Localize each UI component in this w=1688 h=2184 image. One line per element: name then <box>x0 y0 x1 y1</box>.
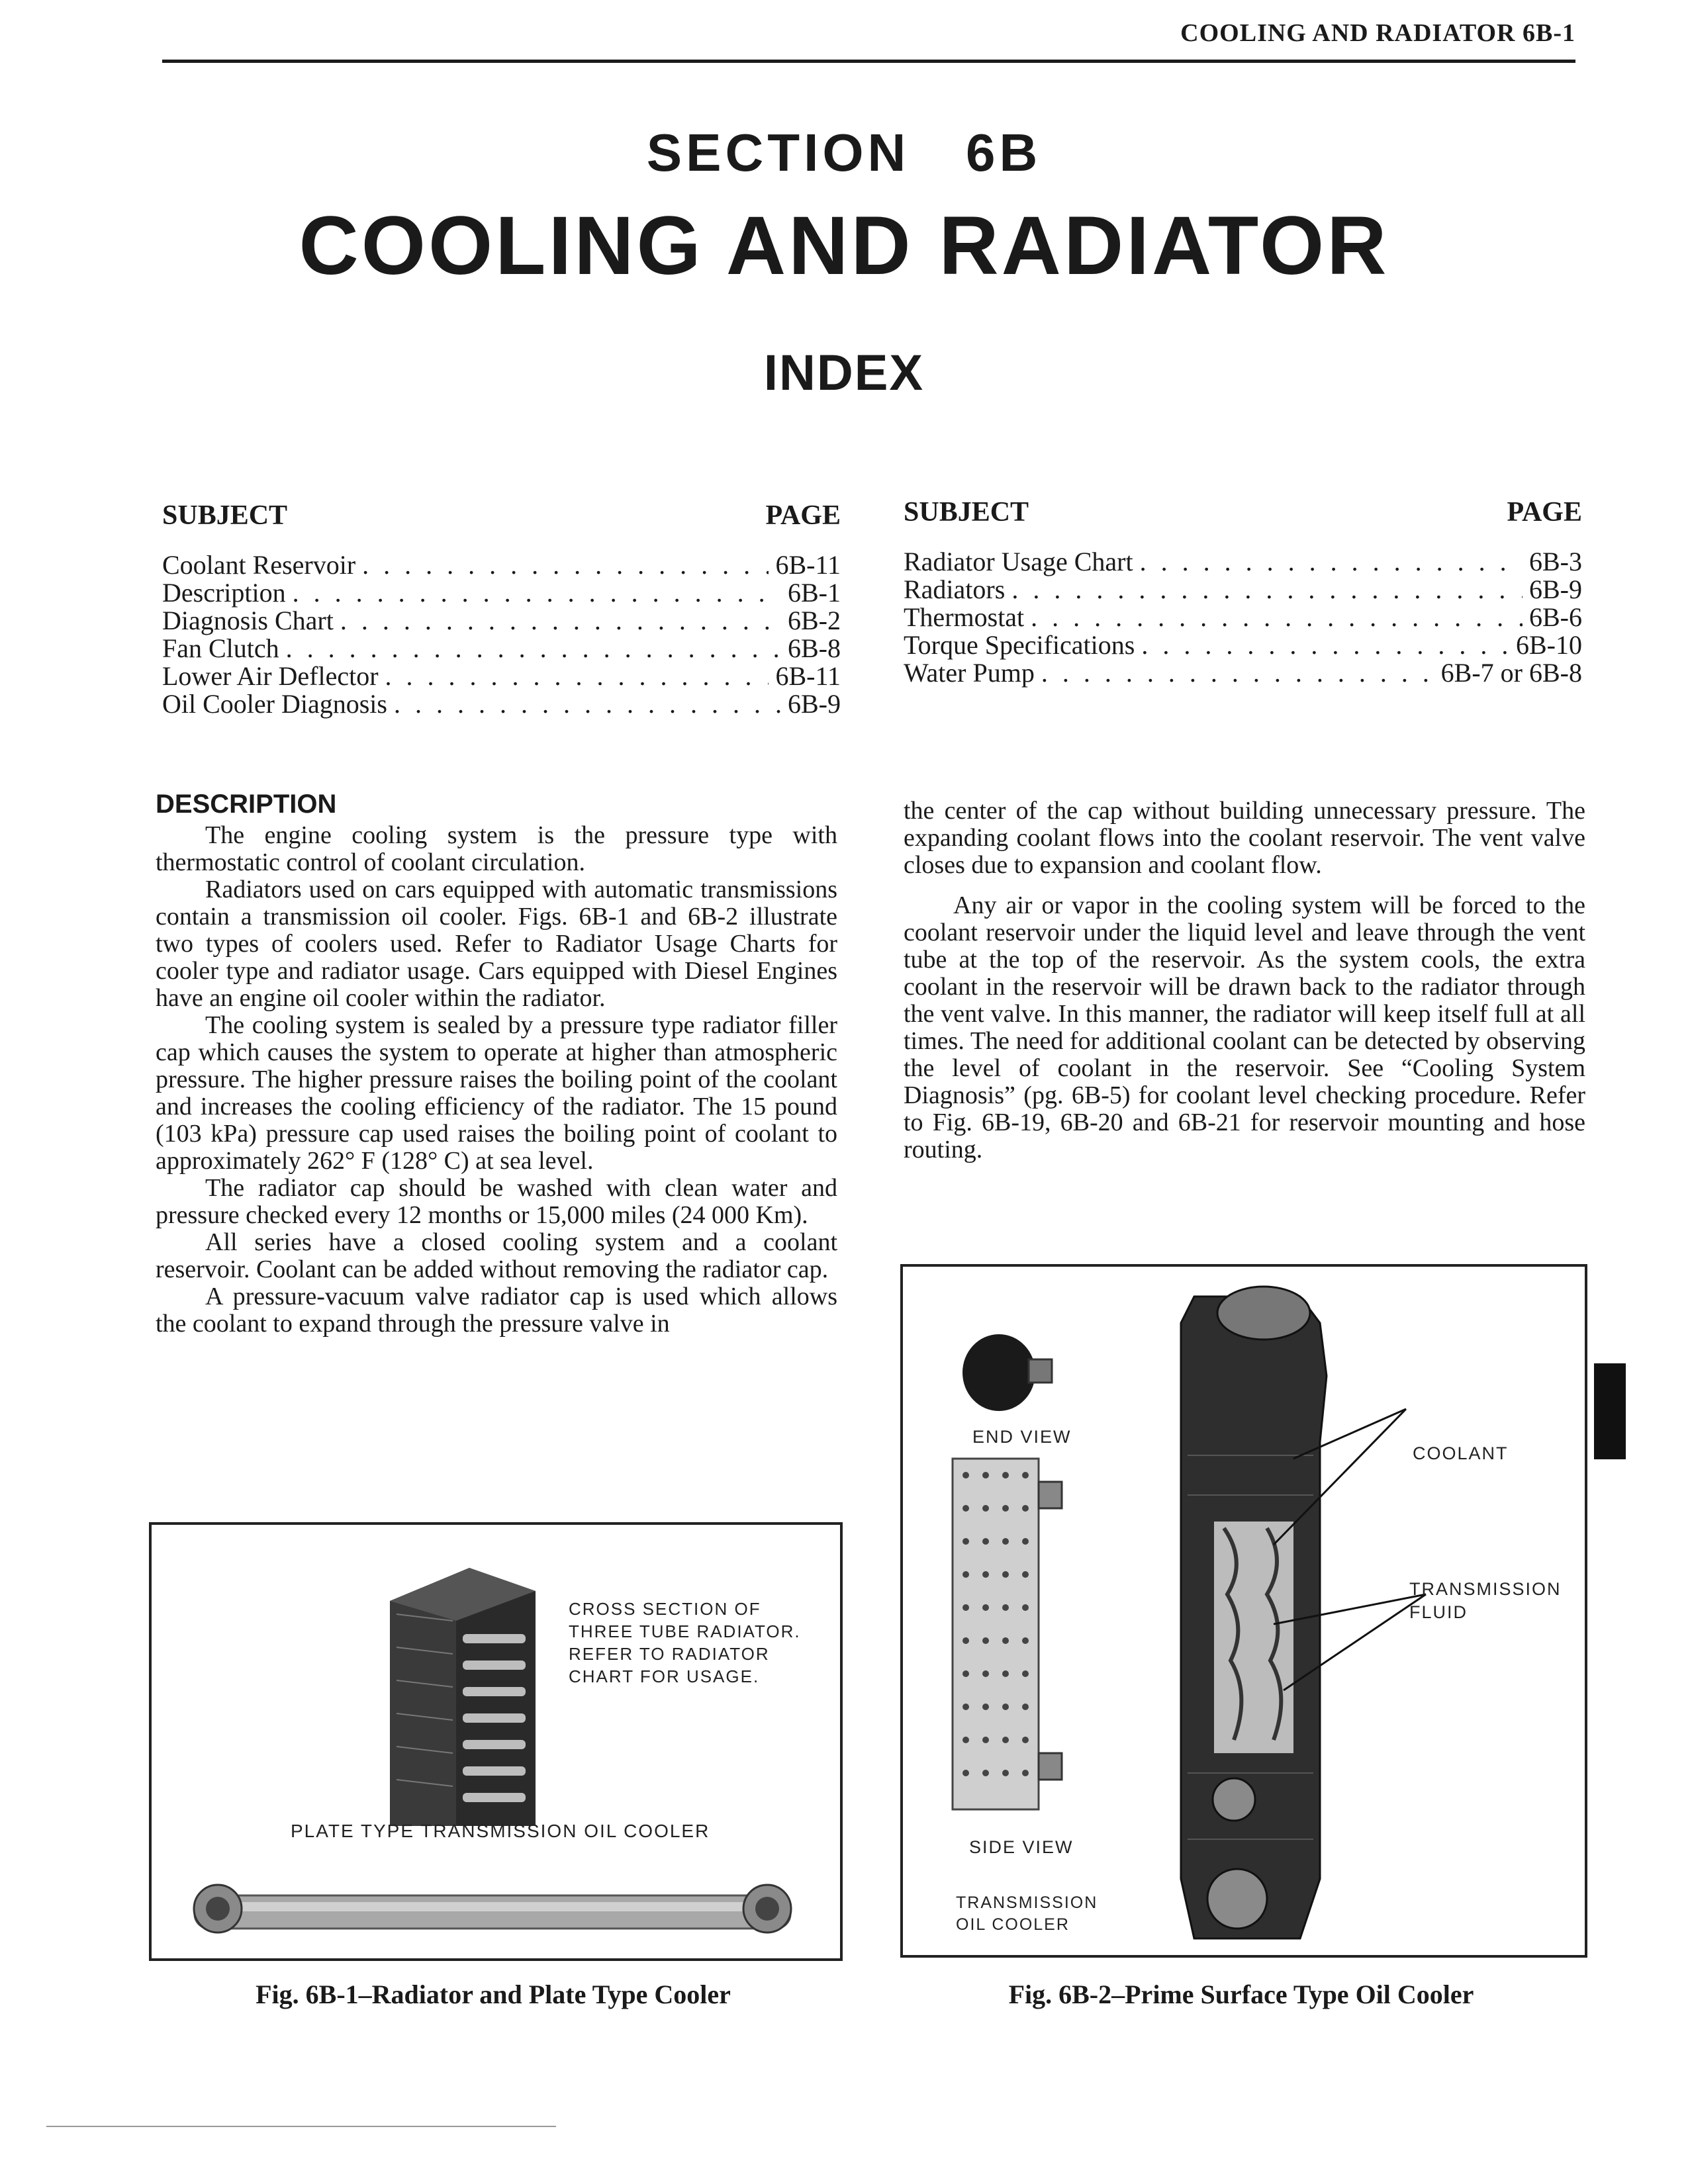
figure-1 <box>149 1522 843 1961</box>
paragraph: The cooling system is sealed by a pressure type radiator filler cap which causes the system to operate at higher than atmospheric pressure. The higher pressure raises the boiling point of the coolant and increases the cooling efficiency of the radiator. The 15 pound (103 kPa) pressure cap used raises the boiling point of coolant to approximately 262° F (128° C) at sea level. <box>156 1011 837 1175</box>
subject-label: SUBJECT <box>904 497 1029 527</box>
paragraph: The radiator cap should be washed with clean water and pressure checked every 12 months or 15,000 miles (24 000 Km). <box>156 1174 837 1229</box>
index-entry[interactable]: Radiators . . . 6B-9 <box>904 576 1582 604</box>
page-title: COOLING AND RADIATOR <box>299 200 1389 292</box>
plate-cooler-illustration <box>168 1872 823 1948</box>
running-header: COOLING AND RADIATOR 6B-1 <box>1180 19 1575 47</box>
section-number: SECTION 6B <box>646 123 1042 182</box>
index-entry[interactable]: Radiator Usage Chart . . . 6B-3 <box>904 548 1582 576</box>
paragraph: Any air or vapor in the cooling system will be forced to the coolant reservoir under the liquid level and leave through the vent tube at the top of the reservoir. As the system cools, the extra coolant in the reservoir will be drawn back to the radiator through the vent valve. In this manner, the radiator will keep itself full at all times. The need for additional coolant can be detected by observing the level of coolant in the reservoir. See “Cooling System Diagnosis” (pg. 6B-5) for coolant level checking procedure. Refer to Fig. 6B-19, 6B-20 and 6B-21 for reservoir mounting and hose routing. <box>904 891 1585 1163</box>
index-entry[interactable]: Thermostat . . . 6B-6 <box>904 604 1582 631</box>
paragraph: The engine cooling system is the pressure type with thermostatic control of coolant circulation. <box>156 821 837 876</box>
coolant-label: COOLANT <box>1413 1443 1509 1463</box>
radiator-callout: CROSS SECTION OF THREE TUBE RADIATOR. REFER TO RADIATOR CHART FOR USAGE. <box>569 1599 801 1686</box>
header-rule <box>162 60 1575 63</box>
subject-label: SUBJECT <box>162 500 288 531</box>
figure-2-caption: Fig. 6B-2–Prime Surface Type Oil Cooler <box>1008 1979 1474 2009</box>
radiator-cross-section-illustration <box>377 1555 688 1833</box>
index-entry[interactable]: Coolant Reservoir . . . 6B-11 <box>162 551 841 579</box>
index-heading: INDEX <box>763 345 925 401</box>
index-left-column <box>162 500 841 718</box>
figure-2 <box>900 1264 1587 1958</box>
description-heading: DESCRIPTION <box>156 790 337 819</box>
paragraph: Radiators used on cars equipped with automatic transmissions contain a transmission oil cooler. Figs. 6B-1 and 6B-2 illustrate two types of coolers used. Refer to Radiator Usage Charts for cooler type and radiator usage. Cars equipped with Diesel Engines have an engine oil cooler within the radiator. <box>156 876 837 1012</box>
index-entry[interactable]: Oil Cooler Diagnosis . . . 6B-9 <box>162 690 841 718</box>
transmission-fluid-label: TRANSMISSION FLUID <box>1409 1579 1562 1622</box>
side-view-label: SIDE VIEW <box>969 1837 1074 1857</box>
plate-cooler-label: PLATE TYPE TRANSMISSION OIL COOLER <box>291 1821 710 1841</box>
end-view-label: END VIEW <box>972 1427 1072 1447</box>
page-label: PAGE <box>1507 497 1582 527</box>
description-left-column <box>156 791 837 1338</box>
page-label: PAGE <box>765 500 841 531</box>
index-entry[interactable]: Water Pump . . . 6B-7 or 6B-8 <box>904 659 1582 687</box>
index-entry[interactable]: Torque Specifications . . . 6B-10 <box>904 631 1582 659</box>
section-thumb-tab <box>1594 1363 1626 1459</box>
index-right-column <box>904 496 1582 687</box>
description-right-column <box>904 797 1585 1163</box>
paragraph: the center of the cap without building unnecessary pressure. The expanding coolant flows into the coolant reservoir. The vent valve closes due to expansion and coolant flow. <box>904 797 1585 879</box>
index-entry[interactable]: Lower Air Deflector . . . 6B-11 <box>162 662 841 690</box>
index-entry[interactable]: Diagnosis Chart . . . 6B-2 <box>162 607 841 635</box>
index-entry[interactable]: Fan Clutch . . . 6B-8 <box>162 635 841 662</box>
figure-1-caption: Fig. 6B-1–Radiator and Plate Type Cooler <box>256 1979 731 2009</box>
footer-rule <box>46 2126 556 2127</box>
paragraph: All series have a closed cooling system and a coolant reservoir. Coolant can be added without removing the radiator cap. <box>156 1228 837 1283</box>
paragraph: A pressure-vacuum valve radiator cap is used which allows the coolant to expand through the pressure valve in <box>156 1283 837 1338</box>
index-entry[interactable]: Description . . . 6B-1 <box>162 579 841 607</box>
transmission-oil-cooler-label: TRANSMISSION OIL COOLER <box>956 1893 1098 1934</box>
